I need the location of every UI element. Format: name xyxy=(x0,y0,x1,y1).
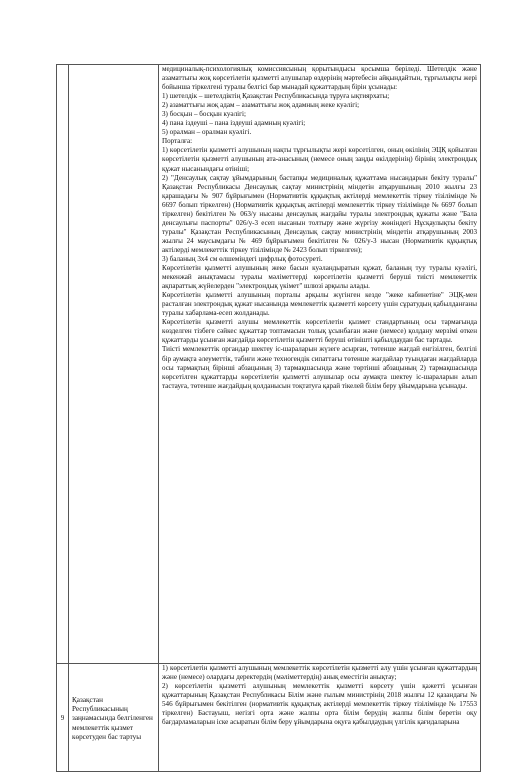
content-table xyxy=(56,64,481,772)
paragraph: 3) босқын – босқын куәлігі; xyxy=(162,110,246,119)
service-name: Қазақстан Республикасының заңнамасында белгіленген мемлекеттік қызмет көрсетуден бас тартуы xyxy=(69,664,159,772)
paragraph: медициналық-психологиялық комиссиясының қорытындысы қосымша беріледі. Шетелдік және азаматтығы жоқ көрсетілетін қызметті алушылар өздерінің мәртебесін айқындайтын, тұрғылықты жері бойынша тіркелгені туралы белгісі бар мынадай құжаттардың бірін ұсынады: xyxy=(162,65,477,92)
service-name xyxy=(69,65,159,664)
paragraph: 5) оралман – оралман куәлігі. xyxy=(162,128,252,137)
paragraph: 2) "Денсаулық сақтау ұйымдарының бастапқы медициналық құжаттама нысандарын бекіту туралы" Қазақстан Республикасы Денсаулық сақтау министрінің міндетін атқарушының 2010 жылғы 23 қарашадағы № 907 бұйрығымен (Нормативтік құқықтық актілерді мемлекеттік тіркеу тізілімінде № 6697 болып тіркелген) (Нормативтік құқықтық актілерді мемлекеттік тіркеу тізілімінде № 6697 болып тіркелген) бекітілген № 063/у нысаны денсаулық жағдайы туралы электрондық құжаты және "Бала денсаулығы паспорты" 026/у-3 есеп нысанын толтыру және жүргізу жөніндегі Нұсқаулықты бекіту туралы" Қазақстан Республикасының Денсаулық сақтау министрінің міндетін атқарушының 2003 жылғы 24 маусымдағы № 469 бұйрығымен бекітілген № 026/у-3 нысан (Нормативтік құқықтық актілерді мемлекеттік тіркеу тізілімінде № 2423 болып тіркелген); xyxy=(162,173,477,254)
paragraph: Тиісті мемлекеттік органдар шектеу іс-шараларын жүзеге асырған, төтенше жағдай енгізілген, белгілі бір аумақта әлеуметтік, табиғи және техногендік сипаттағы төтенше жағдайлар туындаған жағдайларда осы тармақтың бірінші абзацының 3) тармақшасында және төртінші абзацының 2) тармақшасында көрсетілген құжаттарды көрсетілетін қызметті алушылар осы аумақта шектеу іс-шараларын алып тастауға, төтенше жағдайдың қолданысын тоқтатуға қарай тікелей білім беру ұйымдарына ұсынады. xyxy=(162,345,477,390)
paragraph: Көрсетілетін қызметті алушының жеке басын куәландыратын құжат, баланың туу туралы куәлігі, мекенжай анықтамасы туралы мәліметтерді көрсетілетін қызметті беруші тиісті мемлекеттік ақпараттық жүйелерден "электрондық үкімет" шлюзі арқылы алады. xyxy=(162,264,477,291)
paragraph: Көрсетілетін қызметті алушы мемлекеттік көрсетілетін қызмет стандартының осы тармағында көзделген тізбеге сәйкес құжаттар топтамасын толық ұсынбаған және (немесе) қолдану мерзімі өткен құжаттарды ұсынған жағдайда көрсетілетін қызметті беруші өтінішті қабылдаудан бас тартады. xyxy=(162,318,477,345)
paragraph: 2) көрсетілетін қызметті алушының мемлекеттік қызметті көрсету үшін қажетті ұсынған құжаттарының Қазақстан Республикасы Білім және ғылым министрінің 2018 жылғы 12 қазандағы № 546 бұйрығымен бекітілген (нормативтік құқықтық актілерді мемлекеттік тіркеу тізілімінде № 17553 тіркелген) Бастауыш, негізгі орта және жалпы орта білім берудің жалпы білім беретін оқу бағдарламаларын іске асыратын білім беру ұйымдарына оқуға қабылдаудың үлгілік қағидаларына xyxy=(162,682,477,727)
table-row xyxy=(57,664,481,772)
paragraph: 3) баланың 3х4 см өлшеміндегі цифрлық фотосуреті. xyxy=(162,254,323,263)
paragraph: 1) шетелдік – шетелдіктің Қазақстан Республикасында тұруға ықтиярхаты; xyxy=(162,92,390,101)
paragraph: 1) көрсетілетін қызметті алушының нақты тұрғылықты жері көрсетілген, оның өкілінің ЭЦҚ қойылған көрсетілетін қызметті алушының ата-анасының (немесе оның заңды өкілдерінің) бірінің электрондық құжат нысанындағы өтініші; xyxy=(162,146,477,173)
table-row xyxy=(57,65,481,664)
paragraph: 2) азаматтығы жоқ адам – азаматтығы жоқ адамның жеке куәлігі; xyxy=(162,101,360,110)
paragraph: Көрсетілетін қызметті алушының порталы арқылы жүгінген кезде "жеке кабинетіне" ЭЦҚ-мен расталған электрондық құжат нысанында мемлекеттік қызметті көрсету үшін сұратудың қабылданғаны туралы хабарлама-есеп жолданады. xyxy=(162,291,477,318)
row-number xyxy=(57,65,69,664)
paragraph: 4) пана іздеуші – пана іздеуші адамның куәлігі; xyxy=(162,119,306,128)
paragraph: Порталға: xyxy=(162,137,193,146)
row-content xyxy=(159,664,481,772)
row-number: 9 xyxy=(57,664,69,772)
paragraph: 1) көрсетілетін қызметті алушының мемлекеттік көрсетілетін қызметті алу үшін ұсынған құжаттардың және (немесе) олардағы деректердің (мәліметтердің) анық еместігін анықтау; xyxy=(162,664,477,682)
row-content xyxy=(159,65,481,664)
